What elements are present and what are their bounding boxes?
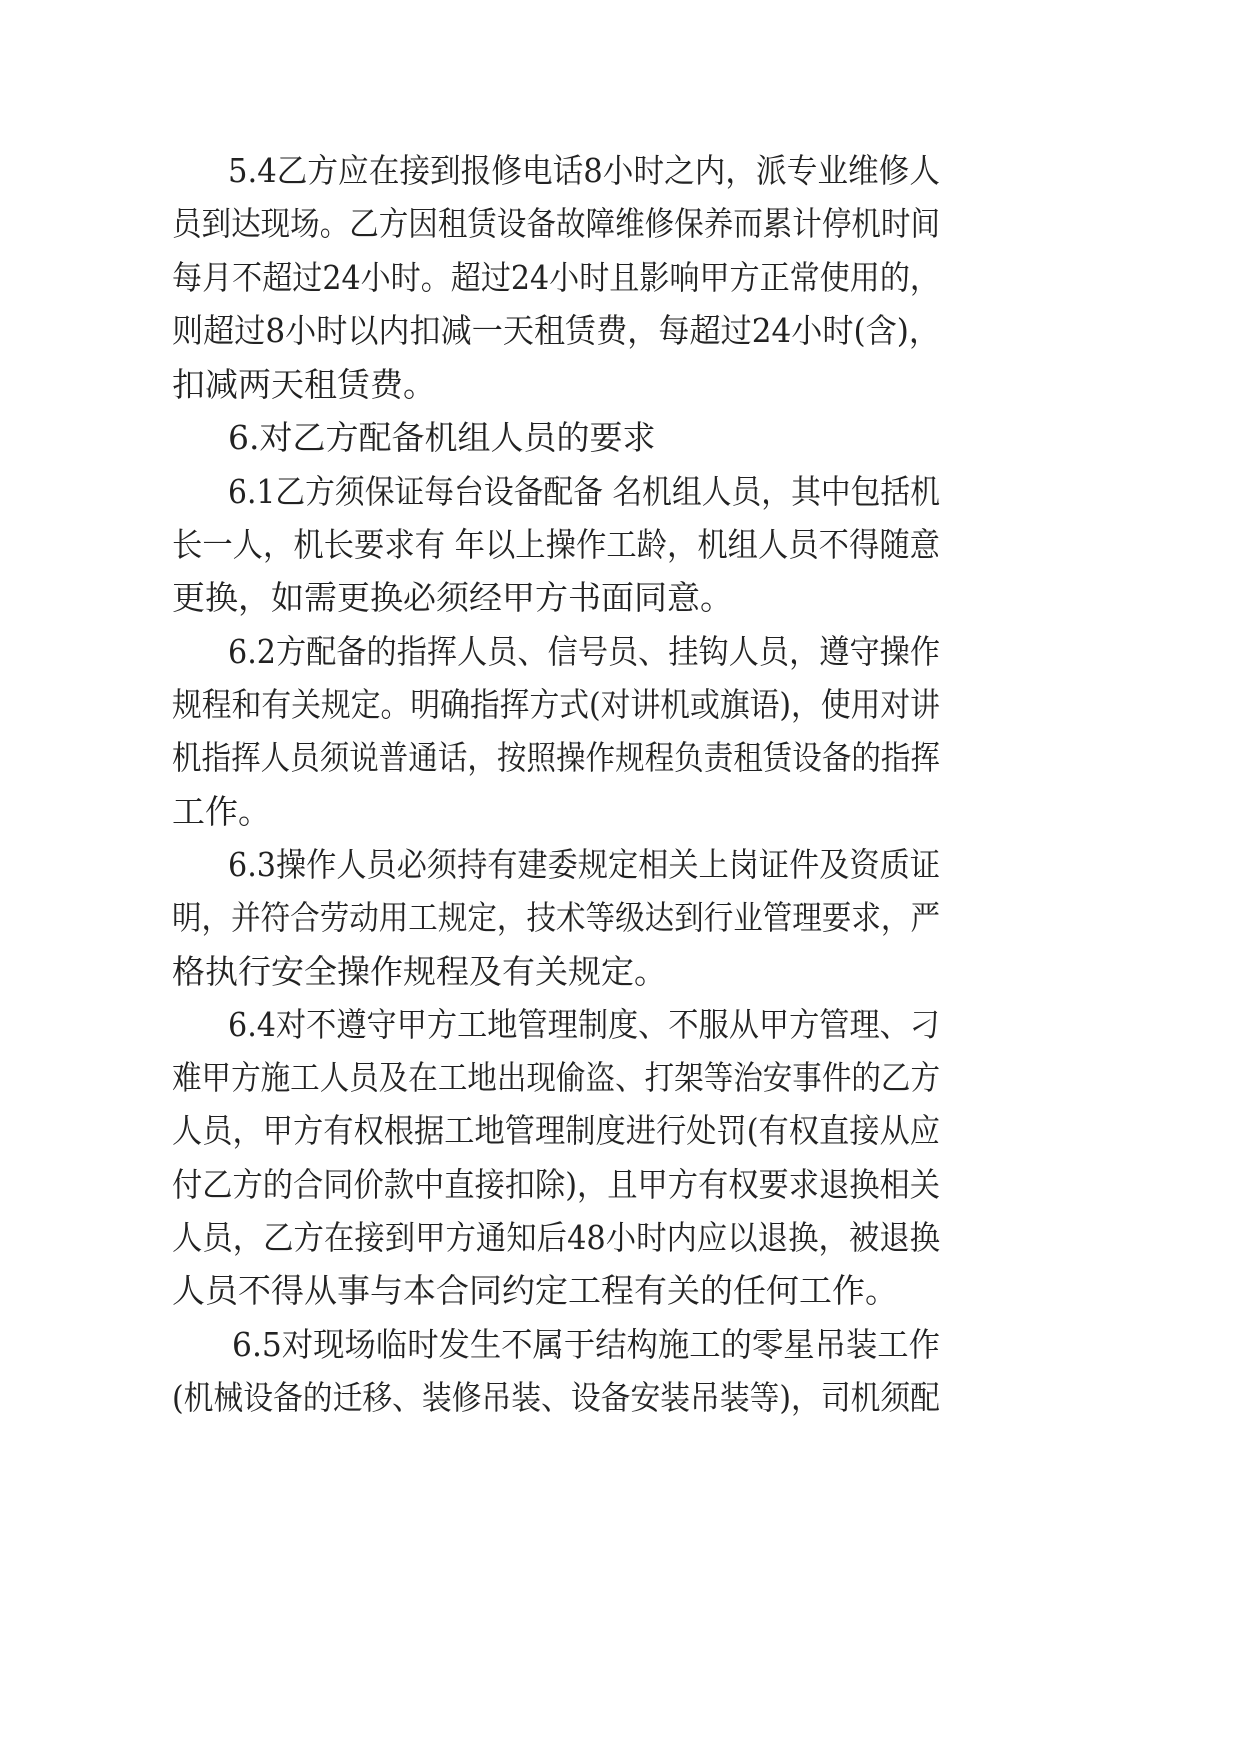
text-line: 6.1乙方须保证每台设备配备 名机组人员，其中包括机: [228, 472, 940, 511]
text-line: 规程和有关规定。明确指挥方式(对讲机或旗语)，使用对讲: [172, 685, 940, 724]
text-line: 更换，如需更换必须经甲方书面同意。: [172, 578, 733, 617]
text-line: 难甲方施工人员及在工地出现偷盗、打架等治安事件的乙方: [172, 1058, 940, 1097]
text-line: 长一人，机长要求有 年以上操作工龄，机组人员不得随意: [172, 525, 940, 564]
text-line: 6.4对不遵守甲方工地管理制度、不服从甲方管理、刁: [228, 1005, 941, 1044]
text-line: 6.5对现场临时发生不属于结构施工的零星吊装工作: [232, 1325, 940, 1364]
text-line: 扣减两天租赁费。: [172, 365, 436, 404]
text-line: 6.3操作人员必须持有建委规定相关上岗证件及资质证: [228, 845, 941, 884]
text-line: 则超过8小时以内扣减一天租赁费，每超过24小时(含)，: [172, 311, 940, 350]
text-line: 人员，甲方有权根据工地管理制度进行处罚(有权直接从应: [172, 1111, 940, 1150]
text-line: 6.2方配备的指挥人员、信号员、挂钩人员，遵守操作: [228, 632, 941, 671]
section-heading: 6.对乙方配备机组人员的要求: [228, 418, 656, 457]
text-line: 人员，乙方在接到甲方通知后48小时内应以退换，被退换: [172, 1218, 941, 1257]
text-line: 付乙方的合同价款中直接扣除)，且甲方有权要求退换相关: [172, 1165, 940, 1204]
text-line: 5.4乙方应在接到报修电话8小时之内，派专业维修人: [228, 151, 940, 190]
text-line: 每月不超过24小时。超过24小时且影响甲方正常使用的，: [172, 258, 940, 297]
text-line: 工作。: [172, 792, 271, 831]
text-line: 明，并符合劳动用工规定，技术等级达到行业管理要求，严: [172, 898, 940, 937]
text-line: 格执行安全操作规程及有关规定。: [172, 952, 667, 991]
text-line: 机指挥人员须说普通话，按照操作规程负责租赁设备的指挥: [172, 738, 940, 777]
text-line: (机械设备的迁移、装修吊装、设备安装吊装等)，司机须配: [172, 1378, 940, 1417]
text-line: 人员不得从事与本合同约定工程有关的任何工作。: [172, 1271, 898, 1310]
text-line: 员到达现场。乙方因租赁设备故障维修保养而累计停机时间: [172, 204, 940, 243]
